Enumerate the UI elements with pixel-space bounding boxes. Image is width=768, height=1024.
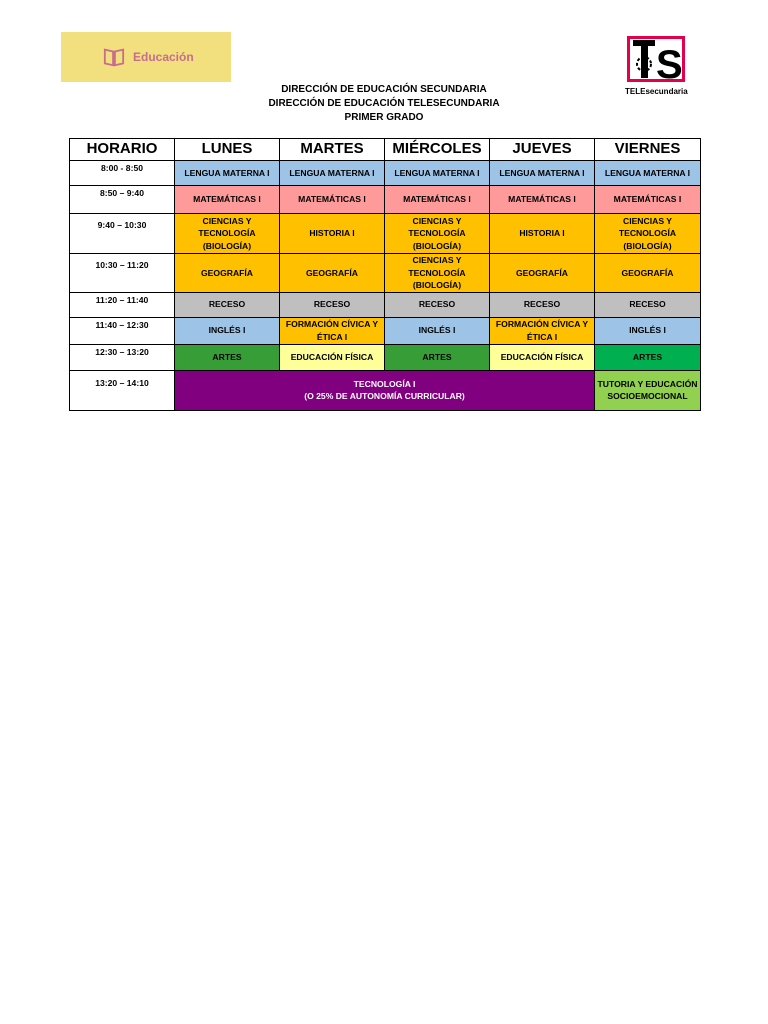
time-cell: 13:20 – 14:10 (70, 370, 175, 410)
class-cell: LENGUA MATERNA I (175, 161, 280, 186)
class-cell: HISTORIA I (490, 214, 595, 254)
class-cell: INGLÉS I (175, 317, 280, 344)
time-cell: 10:30 – 11:20 (70, 254, 175, 293)
educacion-logo-text: Educación (133, 50, 194, 64)
educacion-logo (61, 32, 231, 82)
tecnologia-label: TECNOLOGÍA I (353, 378, 416, 389)
header-line-1: DIRECCIÓN DE EDUCACIÓN SECUNDARIA (281, 84, 487, 95)
class-cell: HISTORIA I (280, 214, 385, 254)
time-cell: 11:40 – 12:30 (70, 317, 175, 344)
column-header-miercoles: MIÉRCOLES (385, 139, 490, 161)
class-cell: MATEMÁTICAS I (595, 186, 701, 214)
autonomia-note: (O 25% DE AUTONOMÍA CURRICULAR) (304, 391, 465, 401)
class-cell: RECESO (175, 292, 280, 317)
telesecundaria-caption: TELEsecundaria (625, 87, 688, 96)
class-cell: MATEMÁTICAS I (280, 186, 385, 214)
time-cell: 11:20 – 11:40 (70, 292, 175, 317)
telesecundaria-logo (627, 36, 685, 82)
class-cell: CIENCIAS Y TECNOLOGÍA (BIOLOGÍA) (175, 214, 280, 254)
class-cell: EDUCACIÓN FÍSICA (280, 344, 385, 370)
class-cell: LENGUA MATERNA I (490, 161, 595, 186)
time-cell: 12:30 – 13:20 (70, 344, 175, 370)
class-cell: ARTES (385, 344, 490, 370)
column-header-horario: HORARIO (70, 139, 175, 161)
class-cell: GEOGRAFÍA (490, 254, 595, 293)
class-cell: RECESO (490, 292, 595, 317)
class-cell: RECESO (595, 292, 701, 317)
class-cell: LENGUA MATERNA I (595, 161, 701, 186)
class-cell: LENGUA MATERNA I (385, 161, 490, 186)
class-cell: GEOGRAFÍA (175, 254, 280, 293)
class-cell: EDUCACIÓN FÍSICA (490, 344, 595, 370)
table-row (70, 317, 701, 344)
column-header-martes: MARTES (280, 139, 385, 161)
class-cell: CIENCIAS Y TECNOLOGÍA (BIOLOGÍA) (385, 214, 490, 254)
time-cell: 8:50 – 9:40 (70, 186, 175, 214)
column-header-lunes: LUNES (175, 139, 280, 161)
class-cell: LENGUA MATERNA I (280, 161, 385, 186)
class-cell: ARTES (175, 344, 280, 370)
table-row (70, 161, 701, 186)
class-cell: RECESO (280, 292, 385, 317)
class-cell: FORMACIÓN CÍVICA Y ÉTICA I (280, 317, 385, 344)
class-cell: FORMACIÓN CÍVICA Y ÉTICA I (490, 317, 595, 344)
header-line-3: PRIMER GRADO (344, 112, 424, 123)
table-row (70, 214, 701, 254)
class-cell: GEOGRAFÍA (595, 254, 701, 293)
class-cell: INGLÉS I (595, 317, 701, 344)
table-row (70, 254, 701, 293)
svg-text:S: S (656, 43, 683, 82)
class-cell: INGLÉS I (385, 317, 490, 344)
table-row (70, 186, 701, 214)
class-cell: TUTORIA Y EDUCACIÓN SOCIOEMOCIONAL (595, 370, 701, 410)
class-cell: RECESO (385, 292, 490, 317)
class-cell: MATEMÁTICAS I (175, 186, 280, 214)
class-cell: ARTES (595, 344, 701, 370)
tecnologia-merged-cell (175, 370, 595, 410)
time-cell: 9:40 – 10:30 (70, 214, 175, 254)
table-row (70, 370, 701, 410)
time-cell: 8:00 - 8:50 (70, 161, 175, 186)
table-row (70, 344, 701, 370)
class-cell: MATEMÁTICAS I (385, 186, 490, 214)
class-cell: CIENCIAS Y TECNOLOGÍA (BIOLOGÍA) (595, 214, 701, 254)
table-row (70, 292, 701, 317)
schedule-table (69, 138, 701, 411)
table-header-row (70, 139, 701, 161)
class-cell: GEOGRAFÍA (280, 254, 385, 293)
header-line-2: DIRECCIÓN DE EDUCACIÓN TELESECUNDARIA (268, 98, 500, 109)
class-cell: CIENCIAS Y TECNOLOGÍA (BIOLOGÍA) (385, 254, 490, 293)
column-header-jueves: JUEVES (490, 139, 595, 161)
column-header-viernes: VIERNES (595, 139, 701, 161)
book-icon (103, 46, 125, 68)
class-cell: MATEMÁTICAS I (490, 186, 595, 214)
